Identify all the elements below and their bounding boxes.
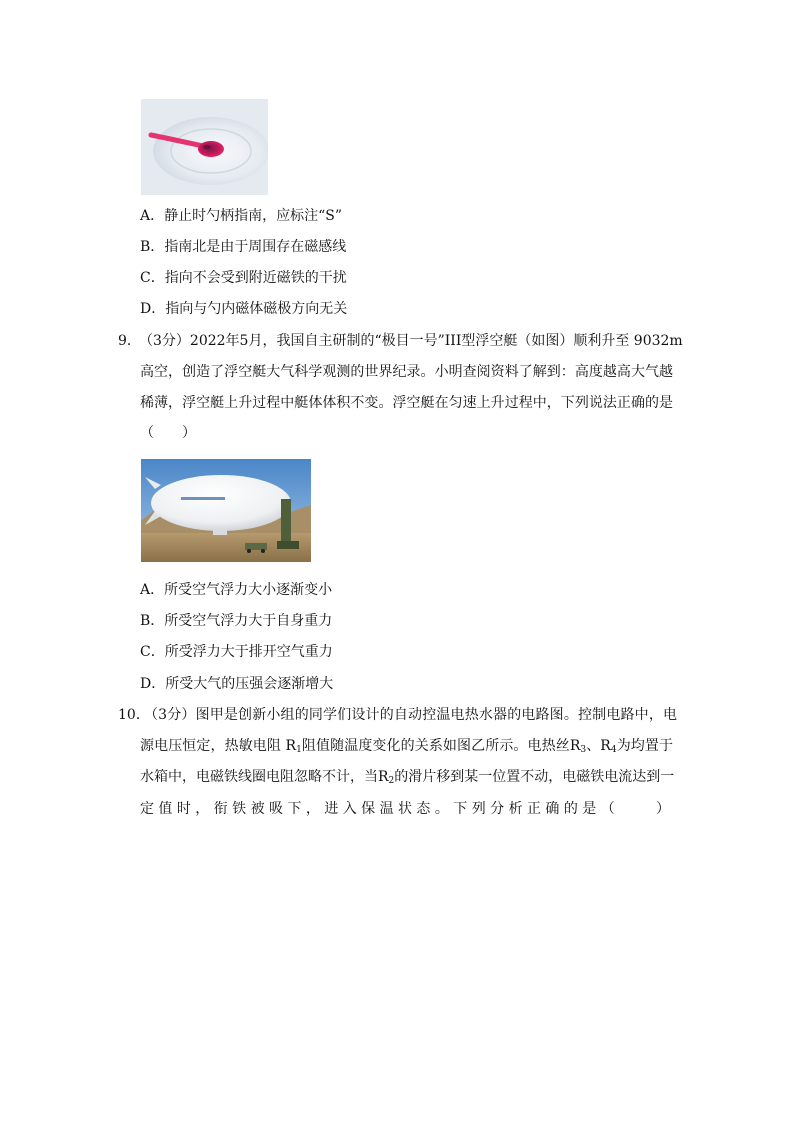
q8-option-b[interactable] [140, 237, 346, 257]
airship-figure [141, 459, 311, 562]
option-letter: B． [140, 239, 165, 255]
option-text: 所受浮力大于排开空气重力 [164, 644, 333, 660]
option-text: 指向不会受到附近磁铁的干扰 [164, 270, 347, 286]
q9-option-a[interactable] [140, 580, 332, 600]
option-text: 所受大气的压强会逐渐增大 [165, 676, 334, 692]
q9-stem-line-2: 高空，创造了浮空艇大气科学观测的世界纪录。小明查阅资料了解到：高度越高大气越 [140, 364, 673, 380]
option-letter: B． [140, 613, 165, 629]
option-text: 所受空气浮力大于自身重力 [164, 613, 333, 629]
q8-option-d[interactable] [140, 299, 347, 319]
option-letter: C． [140, 270, 165, 286]
q10-stem-line-1: （3分）图甲是创新小组的同学们设计的自动控温电热水器的电路图。控制电路中，电 [144, 707, 677, 723]
q9-answer-blank: （ ） [140, 425, 196, 441]
q9-stem-line-1: （3分）2022年5月，我国自主研制的“极目一号”III型浮空艇（如图）顺利升至 9032m [139, 333, 683, 349]
q10-stem-line-3: 水箱中，电磁铁线圈电阻忽略不计，当$R_2$的滑片移到某一位置不动，电磁铁电流达到一 [140, 769, 675, 786]
spoon-image [141, 99, 268, 195]
q10-number: 10． [118, 707, 150, 723]
option-letter: D． [140, 301, 166, 317]
option-letter: D． [140, 676, 166, 692]
magnetic-spoon-figure [141, 99, 268, 195]
option-text: 指南北是由于周围存在磁感线 [164, 239, 347, 255]
option-letter: A． [140, 208, 165, 224]
option-text: 所受空气浮力大小逐渐变小 [164, 582, 333, 598]
option-letter: C． [140, 644, 165, 660]
q10-stem-line-2: 源电压恒定，热敏电阻 $R_1$阻值随温度变化的关系如图乙所示。电热丝$R_3$、$R_4$为均置于 [140, 738, 673, 755]
option-letter: A． [140, 582, 165, 598]
q9-number: 9． [118, 333, 141, 349]
option-text: 静止时勺柄指南，应标注“S” [164, 208, 343, 224]
q10-stem-line-4: 定值时，衔铁被吸下，进入保温状态。下列分析正确的是（ ） [140, 801, 670, 817]
option-text: 指向与勺内磁体磁极方向无关 [165, 301, 348, 317]
q8-option-c[interactable] [140, 268, 347, 288]
q9-option-d[interactable] [140, 674, 333, 694]
q9-stem-line-3: 稀薄，浮空艇上升过程中艇体体积不变。浮空艇在匀速上升过程中，下列说法正确的是 [140, 395, 673, 411]
q8-option-a[interactable] [140, 206, 342, 226]
q9-option-c[interactable] [140, 642, 333, 662]
airship-image [141, 459, 311, 562]
q9-option-b[interactable] [140, 611, 332, 631]
